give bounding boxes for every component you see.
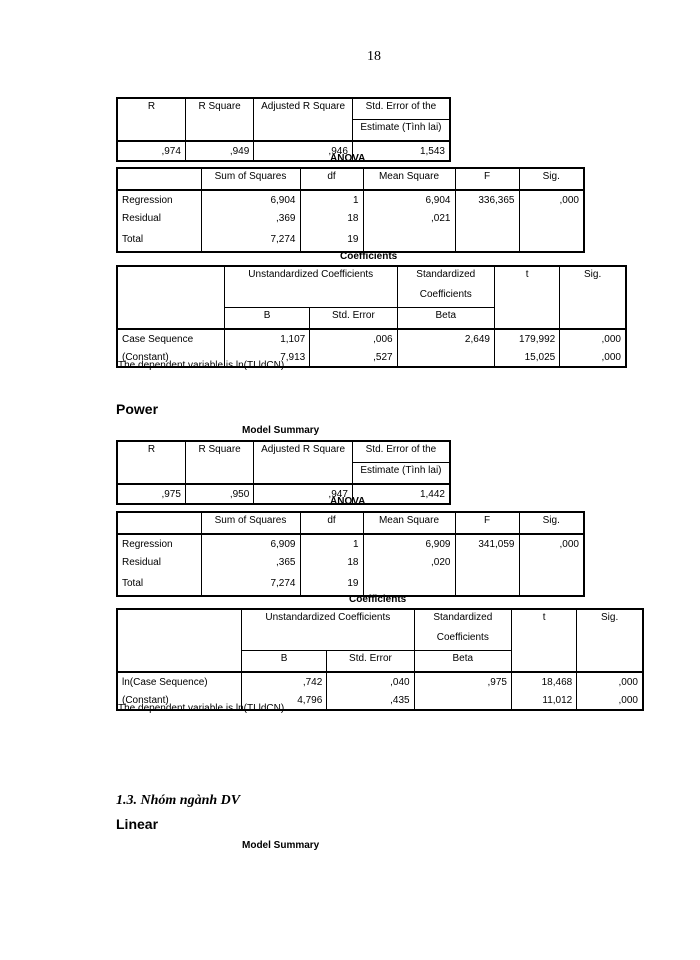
cell: 6,904 (363, 190, 455, 209)
col-header: Std. Error of the (352, 98, 450, 120)
cell: 19 (300, 571, 363, 596)
cell: 6,904 (201, 190, 300, 209)
col-header: R (117, 441, 185, 463)
col-header: Beta (397, 308, 494, 330)
col-header: Sum of Squares (201, 512, 300, 534)
cell: ,040 (327, 672, 414, 691)
col-header: Mean Square (363, 512, 455, 534)
cell: ,742 (241, 672, 326, 691)
cell: ,946 (254, 141, 353, 161)
cell (519, 571, 584, 596)
col-header: df (300, 168, 363, 190)
cell: ,020 (363, 553, 455, 571)
col-header: Standardized (414, 609, 511, 630)
cell (363, 227, 455, 252)
col-header: B (224, 308, 309, 330)
col-header: t (511, 609, 576, 672)
model-summary-title: Model Summary (242, 840, 320, 851)
cell: 1,442 (352, 484, 450, 504)
cell: 1 (300, 534, 363, 553)
cell: 1 (300, 190, 363, 209)
cell: 11,012 (511, 691, 576, 710)
col-header: Std. Error of the (352, 441, 450, 463)
col-header: F (455, 512, 519, 534)
model-summary-table (116, 97, 451, 162)
cell: ,000 (519, 190, 584, 209)
cell: 7,274 (201, 227, 300, 252)
cell: ,000 (560, 348, 626, 367)
cell: 7,913 (224, 348, 309, 367)
coefficients-title: Coefficients (340, 251, 398, 262)
section-heading: 1.3. Nhóm ngành DV (116, 793, 241, 808)
cell (363, 571, 455, 596)
cell (519, 553, 584, 571)
cell: ,000 (577, 672, 643, 691)
cell (519, 227, 584, 252)
row-label: Case Sequence (117, 329, 224, 348)
col-header: Adjusted R Square (254, 441, 353, 463)
row-label: ln(Case Sequence) (117, 672, 241, 691)
col-header: Standardized (397, 266, 494, 287)
cell: 1,107 (224, 329, 309, 348)
row-label: (Constant) (117, 691, 241, 710)
cell (455, 227, 519, 252)
row-label: Regression (117, 534, 201, 553)
cell: ,947 (254, 484, 353, 504)
col-header: R Square (185, 441, 253, 463)
cell (455, 209, 519, 227)
cell: 15,025 (494, 348, 559, 367)
row-label: Residual (117, 209, 201, 227)
col-header: Coefficients (414, 630, 511, 651)
cell: ,435 (327, 691, 414, 710)
col-header: Unstandardized Coefficients (241, 609, 414, 630)
row-label: Residual (117, 553, 201, 571)
cell: 18,468 (511, 672, 576, 691)
cell: 4,796 (241, 691, 326, 710)
cell: ,021 (363, 209, 455, 227)
row-label: Regression (117, 190, 201, 209)
cell: 336,365 (455, 190, 519, 209)
model-summary-table (116, 440, 451, 505)
cell: 2,649 (397, 329, 494, 348)
coefficients-title: Coefficients (349, 594, 407, 605)
col-header: Mean Square (363, 168, 455, 190)
footnote: The dependent variable is ln(TLldCN). (118, 703, 287, 714)
coefficients-table (116, 608, 644, 711)
col-header: t (494, 266, 559, 329)
col-header: Sig. (560, 266, 626, 329)
cell (397, 348, 494, 367)
cell: 18 (300, 553, 363, 571)
cell: 18 (300, 209, 363, 227)
cell: ,365 (201, 553, 300, 571)
cell: 1,543 (352, 141, 450, 161)
col-header: Unstandardized Coefficients (224, 266, 397, 287)
model-summary-title: Model Summary (242, 425, 320, 436)
col-header: Estimate (Tình lai) (352, 463, 450, 485)
anova-table (116, 511, 585, 597)
col-header: Sig. (519, 168, 584, 190)
cell (414, 691, 511, 710)
col-header: Sig. (519, 512, 584, 534)
cell: 179,992 (494, 329, 559, 348)
cell (455, 571, 519, 596)
col-header: Estimate (Tình lai) (352, 120, 450, 142)
section-heading: Power (116, 401, 159, 417)
cell: 7,274 (201, 571, 300, 596)
col-header: Std. Error (327, 651, 414, 673)
cell (519, 209, 584, 227)
cell: ,950 (185, 484, 253, 504)
cell: 19 (300, 227, 363, 252)
col-header: Sum of Squares (201, 168, 300, 190)
col-header: Adjusted R Square (254, 98, 353, 120)
anova-title: ANOVA (330, 496, 366, 507)
col-header: Sig. (577, 609, 643, 672)
cell: ,527 (310, 348, 397, 367)
row-label: Total (117, 227, 201, 252)
col-header: R Square (185, 98, 253, 120)
cell (455, 553, 519, 571)
cell: ,949 (185, 141, 253, 161)
col-header: B (241, 651, 326, 673)
row-label: (Constant) (117, 348, 224, 367)
cell: ,975 (117, 484, 185, 504)
col-header: Std. Error (310, 308, 397, 330)
subsection-heading: Linear (116, 816, 159, 832)
footnote: The dependent variable is ln(TLldCN). (118, 360, 287, 371)
row-label: Total (117, 571, 201, 596)
col-header: R (117, 98, 185, 120)
cell: ,000 (577, 691, 643, 710)
cell: ,006 (310, 329, 397, 348)
anova-title: ANOVA (330, 153, 366, 164)
col-header: Beta (414, 651, 511, 673)
cell: ,974 (117, 141, 185, 161)
anova-table (116, 167, 585, 253)
cell: 341,059 (455, 534, 519, 553)
cell: ,000 (560, 329, 626, 348)
col-header: F (455, 168, 519, 190)
col-header: Coefficients (397, 287, 494, 308)
col-header: df (300, 512, 363, 534)
coefficients-table (116, 265, 627, 368)
cell: ,000 (519, 534, 584, 553)
cell: 6,909 (363, 534, 455, 553)
page-number: 18 (367, 49, 381, 64)
cell: ,975 (414, 672, 511, 691)
cell: ,369 (201, 209, 300, 227)
cell: 6,909 (201, 534, 300, 553)
